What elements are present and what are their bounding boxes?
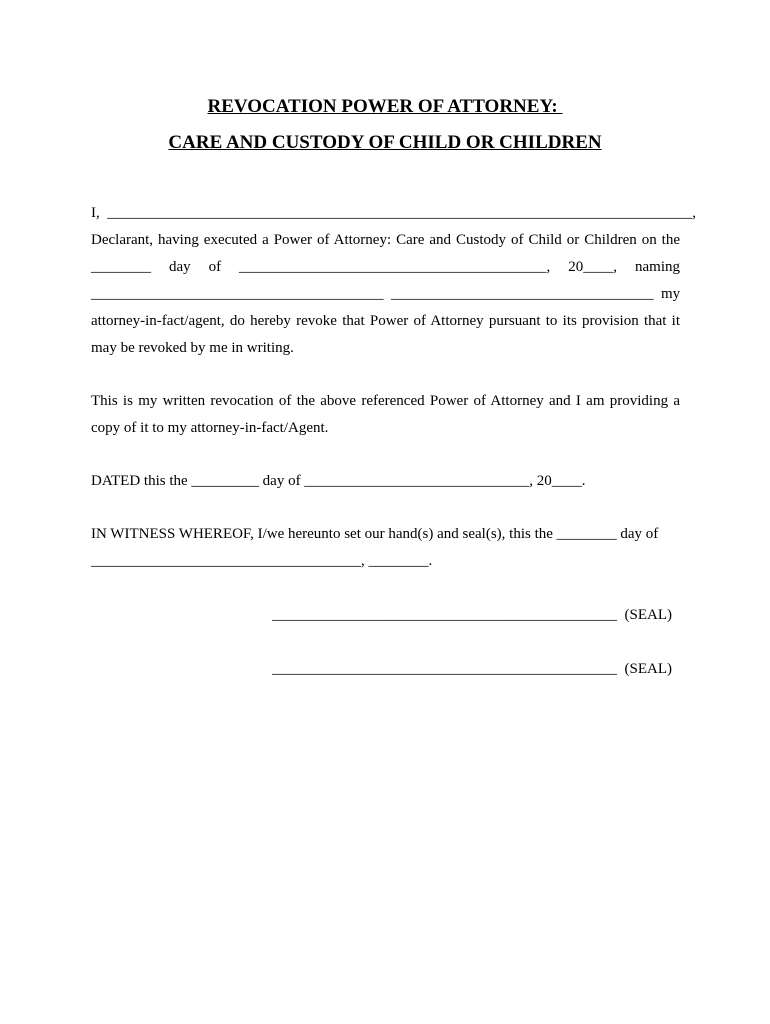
document-subtitle: CARE AND CUSTODY OF CHILD OR CHILDREN [168, 132, 602, 153]
revocation-statement-line-1: This is my written revocation of the above referenced Power of Attorney and I am providing a [91, 393, 680, 409]
dated-line: DATED this the _________ day of ______________________________, 20____. [91, 473, 586, 489]
paragraph-1-line-6: may be revoked by me in writing. [91, 340, 294, 356]
signature-line-1: ______________________________________________ (SEAL) [272, 607, 672, 623]
declarant-name-line: I, ______________________________________________________________________________, [91, 205, 696, 221]
attorney-names-line: _______________________________________ ___________________________________ my [91, 286, 681, 302]
execution-date-line: ________ day of _________________________________________, 20____, naming [91, 259, 680, 275]
paragraph-1-line-5: attorney-in-fact/agent, do hereby revoke that Power of Attorney pursuant to its provision that it [91, 313, 680, 329]
revocation-statement-line-2: copy of it to my attorney-in-fact/Agent. [91, 420, 329, 436]
document-title: REVOCATION POWER OF ATTORNEY: [207, 96, 563, 117]
witness-line-2: ____________________________________, ________. [91, 553, 433, 569]
paragraph-1-line-2: Declarant, having executed a Power of Attorney: Care and Custody of Child or Children on the [91, 232, 680, 248]
witness-line-1: IN WITNESS WHEREOF, I/we hereunto set our hand(s) and seal(s), this the ________ day of [91, 526, 659, 542]
signature-line-2: ______________________________________________ (SEAL) [272, 661, 672, 677]
